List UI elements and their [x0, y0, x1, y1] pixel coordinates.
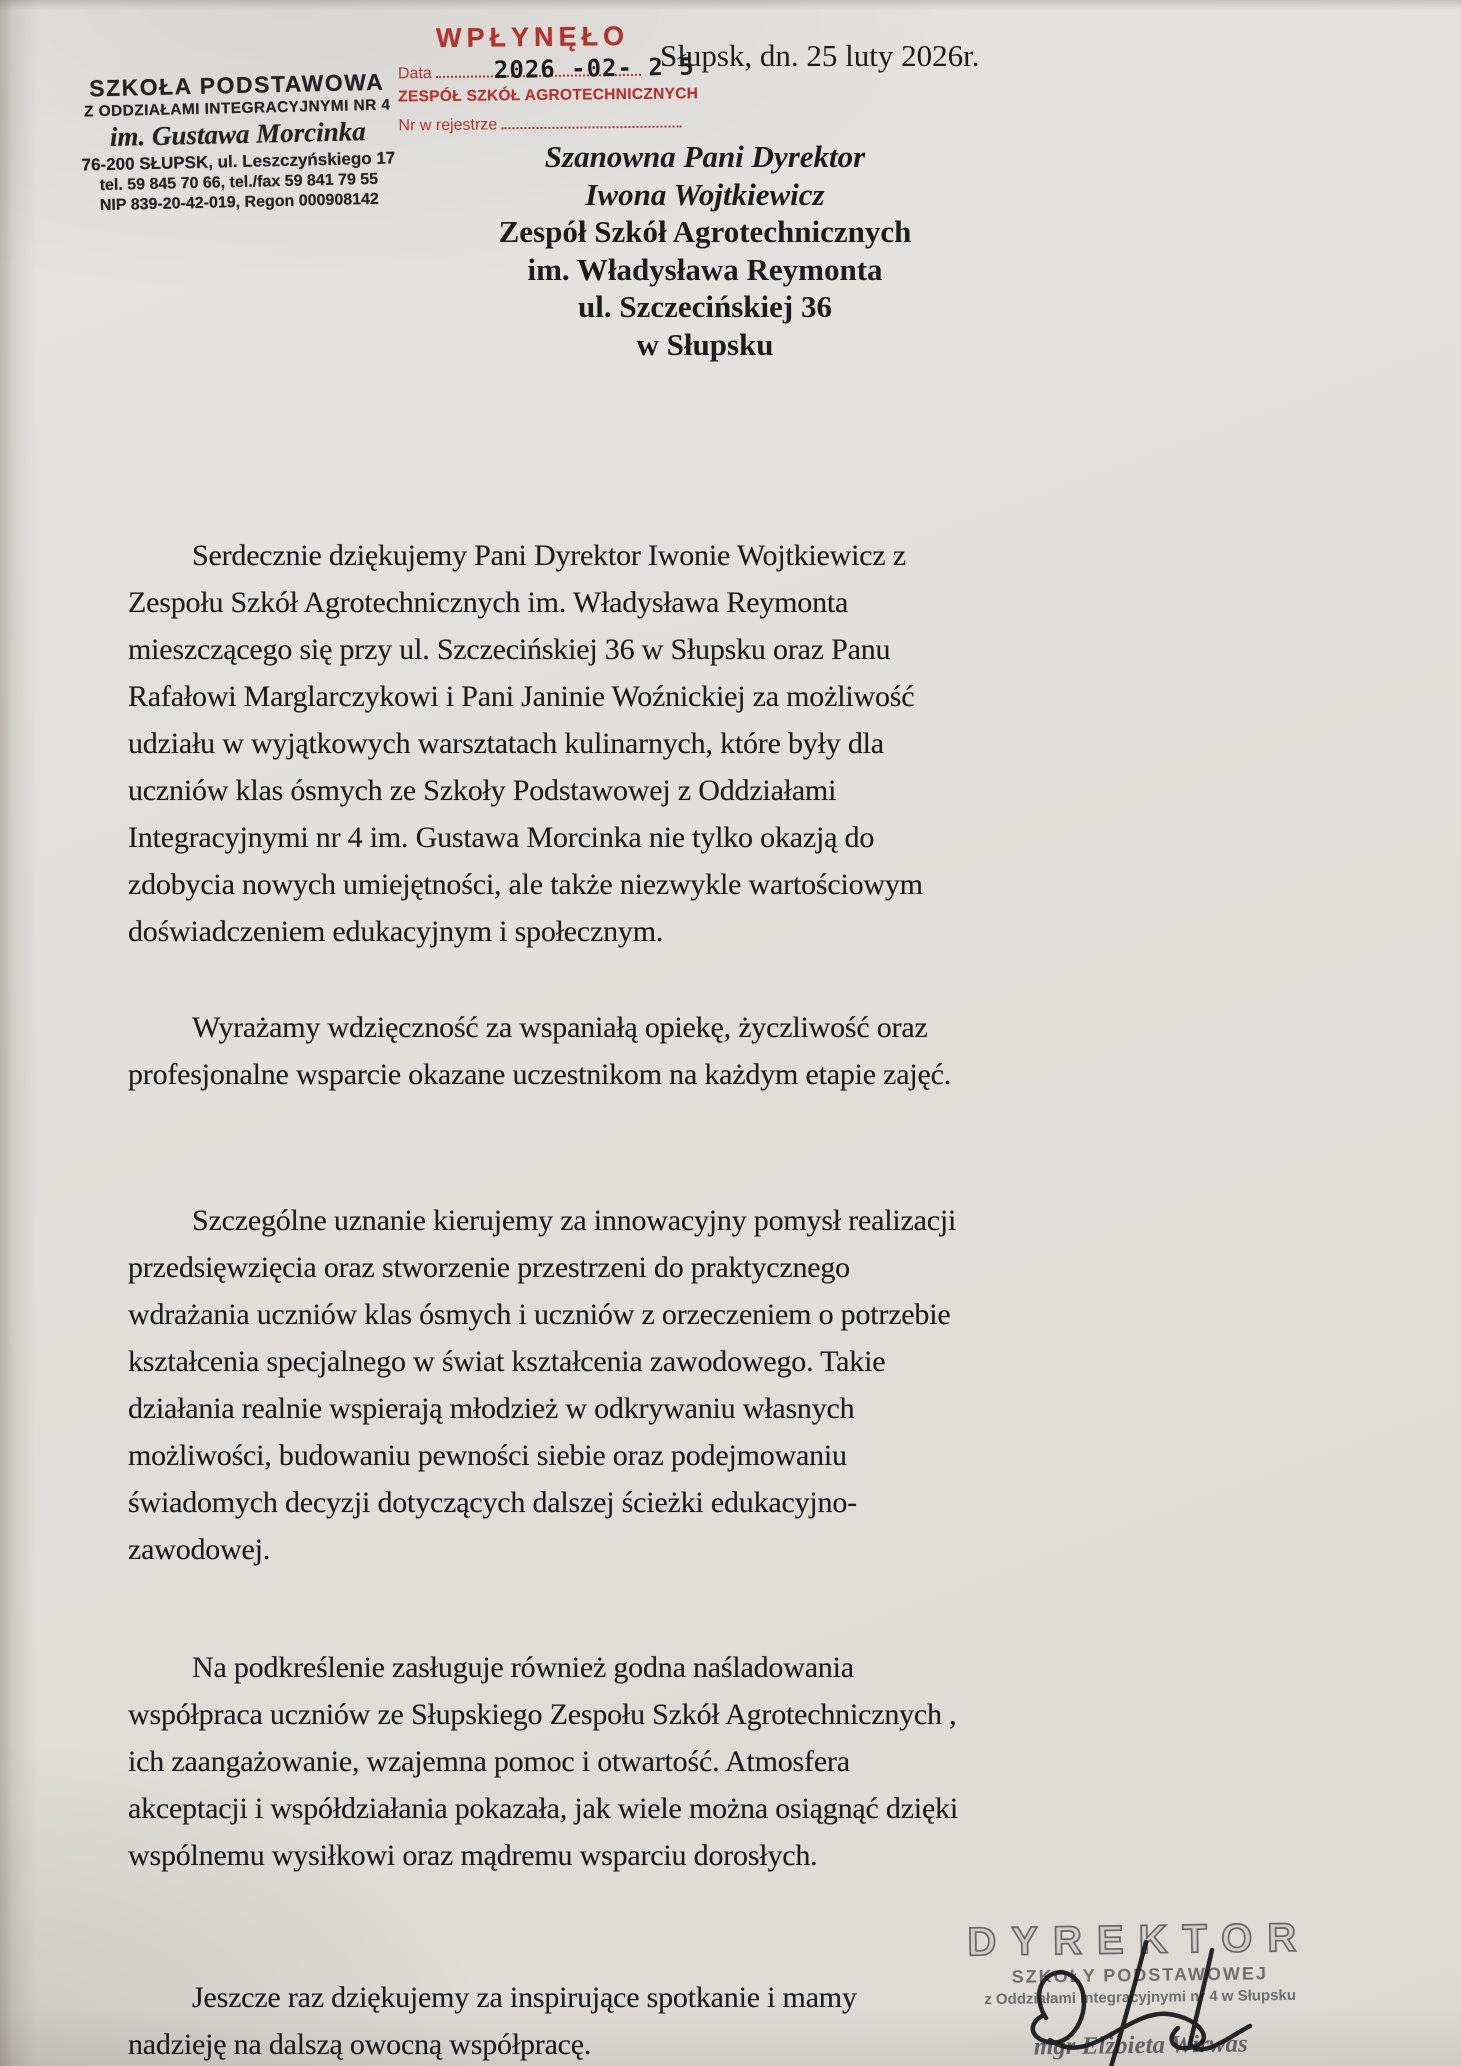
sender-school-name: SZKOŁA PODSTAWOWA: [88, 68, 385, 102]
sender-school-phone: tel. 59 845 70 66, tel./fax 59 841 79 55: [99, 170, 379, 195]
recipient-institution-patron: im. Władysława Reymonta: [527, 251, 883, 287]
place-and-date: Słupsk, dn. 25 luty 2026r.: [660, 38, 980, 73]
letter-body: [128, 532, 960, 2066]
recipient-city: w Słupsku: [636, 326, 774, 362]
sender-school-stamp: [76, 68, 399, 215]
sender-school-nip-regon: NIP 839-20-42-019, Regon 000908142: [99, 190, 380, 215]
recipient-block: [400, 138, 1010, 363]
intake-org-name: ZESPÓŁ SZKÓŁ AGROTECHNICZNYCH: [398, 85, 699, 106]
paragraph-closing: Jeszcze raz dziękujemy za inspirujące spotkanie i mamy nadzieję na dalszą owocną współpracę.: [128, 1981, 857, 2061]
sender-school-address: 76-200 SŁUPSK, ul. Leszczyńskiego 17: [81, 148, 396, 175]
director-school-subline: z Oddziałami Integracyjnymi nr 4 w Słupsku: [984, 1986, 1297, 2009]
intake-date-value: 2026 -02- 2 5: [493, 52, 695, 85]
intake-date-label: Data: [397, 65, 432, 83]
director-name: mgr Elżbieta Wirwas: [1033, 2030, 1248, 2061]
intake-date-row: [397, 52, 695, 85]
intake-stamp-title: WPŁYNĘŁO: [435, 20, 630, 54]
sender-school-subname: Z ODDZIAŁAMI INTEGRACYJNYMI NR 4: [83, 96, 391, 121]
director-school-line: SZKOŁY PODSTAWOWEJ: [1011, 1963, 1269, 1987]
paragraph-gratitude: Wyrażamy wdzięczność za wspaniałą opiekę, życzliwość oraz profesjonalne wsparcie okazane uczestnikom na każdym etapie zajęć.: [128, 1011, 952, 1091]
paragraph-thanks: Serdecznie dziękujemy Pani Dyrektor Iwonie Wojtkiewicz z Zespołu Szkół Agrotechnicznych im. Władysława Reymonta mieszczącego się przy ul. Szczecińskiej 36 w Słupsku oraz Panu Rafałowi Marglarczykowi i Pani Janinie Woźnickiej za możliwość udziału w wyjątkowych warsztatach kulinarnych, które były dla uczniów klas ósmych ze Szkoły Podstawowej z Oddziałami Integracyjnymi nr 4 im. Gustawa Morcinka nie tylko okazją do zdobycia nowych umiejętności, ale także niezwykle wartościowym doświadczeniem edukacyjnym i społecznym.: [128, 539, 923, 948]
intake-registry-dotted-line: [502, 111, 682, 129]
intake-registry-label: Nr w rejestrze: [398, 116, 498, 135]
intake-stamp: [397, 20, 699, 136]
intake-registry-row: [398, 112, 668, 136]
sender-school-patron: im. Gustawa Morcinka: [109, 116, 367, 152]
recipient-name: Iwona Wojtkiewicz: [585, 176, 825, 212]
paragraph-cooperation: Na podkreślenie zasługuje również godna naśladowania współpraca uczniów ze Słupskiego Zespołu Szkół Agrotechnicznych , ich zaangażowanie, wzajemna pomoc i otwartość. Atmosfera akceptacji i współdziałania pokazała, jak wiele można osiągnąć dzięki wspólnemu wysiłkowi oraz mądremu wsparciu dorosłych.: [128, 1651, 958, 1872]
paragraph-recognition: Szczególne uznanie kierujemy za innowacyjny pomysł realizacji przedsięwzięcia oraz stworzenie przestrzeni do praktycznego wdrażania uczniów klas ósmych i uczniów z orzeczeniem o potrzebie kształcenia specjalnego w świat kształcenia zawodowego. Takie działania realnie wspierają młodzież w odkrywaniu własnych możliwości, budowaniu pewności siebie oraz podejmowaniu świadomych decyzji dotyczących dalszej ścieżki edukacyjno-zawodowej.: [128, 1204, 957, 1566]
director-title: DYREKTOR: [967, 1915, 1312, 1965]
director-stamp: [909, 1915, 1371, 2063]
recipient-street: ul. Szczecińskiej 36: [578, 289, 832, 324]
recipient-institution: Zespół Szkół Agrotechnicznych: [498, 214, 912, 249]
recipient-salutation: Szanowna Pani Dyrektor: [544, 139, 866, 174]
